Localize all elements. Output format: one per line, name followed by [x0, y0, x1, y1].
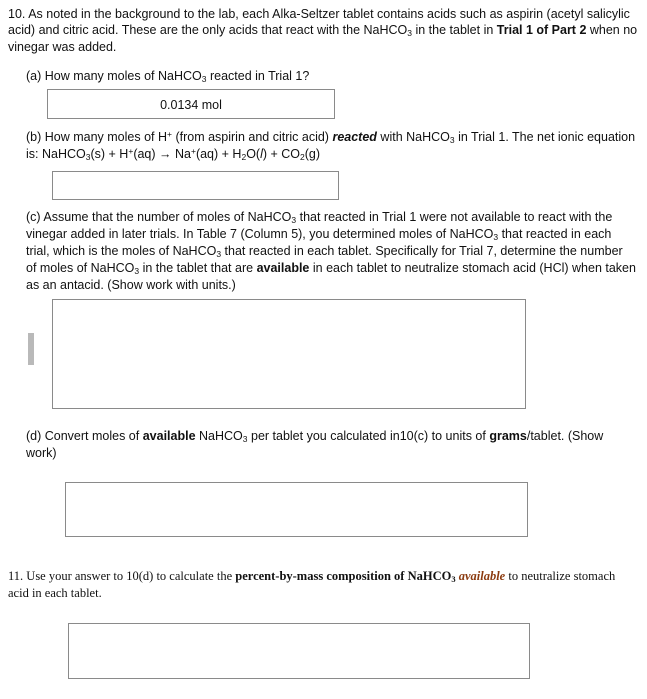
available-highlight: available: [458, 569, 506, 583]
available-emphasis: available: [256, 261, 310, 275]
q10-intro-text-2: in the tablet in: [412, 23, 497, 37]
q11-answer-box[interactable]: [68, 623, 530, 679]
margin-marker: [28, 333, 34, 365]
q10-number: 10.: [8, 7, 26, 21]
q11-question: 11. Use your answer to 10(d) to calculate the percent-by-mass composition of NaHCO3 available to neutralize stomach acid in each tablet.: [8, 569, 616, 600]
part-a-question: (a) How many moles of NaHCO3 reacted in Trial 1?: [26, 69, 310, 84]
part-a-answer-box[interactable]: [47, 89, 335, 119]
q10-intro-text-3: when no vinegar was added.: [8, 23, 638, 54]
part-d-answer-box[interactable]: [65, 482, 528, 537]
part-d-question: (d) Convert moles of available NaHCO3 per tablet you calculated in10(c) to units of grams/tablet. (Show work): [26, 429, 604, 460]
net-ionic-equation: NaHCO3(s) + H+(aq) → Na+(aq) + H2O(l) + CO2(g): [41, 146, 321, 162]
subscript: 3: [407, 28, 412, 38]
q10-intro: [8, 6, 638, 55]
part-c-answer-box[interactable]: [52, 299, 526, 409]
q10-intro-text-1: As noted in the background to the lab, each Alka-Seltzer tablet contains acids such as aspirin (acetyl salicylic acid) and citric acid. These are the only acids that react with the NaHCO: [8, 7, 630, 37]
part-b-answer-box[interactable]: [52, 171, 339, 200]
q10-trial-ref: Trial 1 of Part 2: [496, 23, 587, 37]
part-a-answer: 0.0134 mol: [160, 98, 222, 112]
part-b-question: (b) How many moles of H+ (from aspirin and citric acid) reacted with NaHCO3 in Trial 1. The net ionic equation is: NaHCO3(s) + H+(aq) → Na+(aq) + H2O(l) + CO2(g): [26, 129, 636, 162]
part-c-question: (c) Assume that the number of moles of NaHCO3 that reacted in Trial 1 were not available to react with the vinegar added in later trials. In Table 7 (Column 5), you determined moles of NaHCO3 that reacted in each trial, which is the moles of NaHCO3 that reacted in each tablet. Specifically for Trial 7, determine the number of moles of NaHCO3 in the tablet that are available in each tablet to neutralize stomach acid (HCl) when taken as an antacid. (Show work with units.): [26, 210, 636, 292]
reacted-emphasis: reacted: [332, 130, 377, 144]
